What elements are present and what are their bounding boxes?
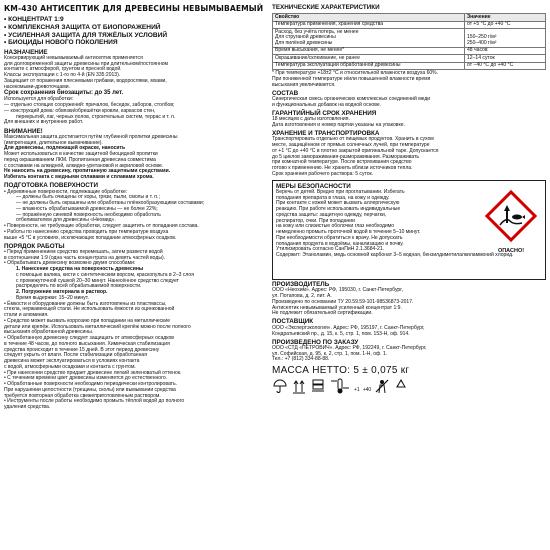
- producer-line: ООО «Неохим». Адрес: РФ, 195030, г. Санкт-Петербург,: [272, 287, 403, 294]
- net-mass: МАССА НЕТТО: 5 ± 0,075 кг: [272, 365, 410, 377]
- purpose-line: Защищает от поражения плесневыми грибами, водорослями, мхами,: [4, 77, 167, 84]
- usage-line: перекрытий, лаг, черных полов, строительных систем, террас и т. п.: [16, 113, 176, 120]
- order-line: древесина может эксплуатироваться в условиях контакта: [4, 358, 140, 365]
- usage-intro: Используется для обработки:: [4, 96, 74, 103]
- method-1-line: с помощью валика, кисти с синтетическим ворсом, краскопульта в 2–3 слоя: [16, 271, 194, 278]
- spec-property: Окрашивание/склеивание, не ранее: [273, 55, 465, 62]
- safety-line: При контакте с кожей может вызвать аллергическую: [276, 200, 400, 207]
- storage-line: от +1 °С до +40 °С в плотно закрытой оригинальной таре. Допускается: [272, 147, 439, 154]
- keep-from-children-icon: [374, 378, 390, 394]
- order-line: средства происходит в течение 15 дней. В этот период древесину: [4, 346, 160, 353]
- order-line: требуется повторная обработка свежеприготовленным раствором.: [4, 392, 161, 399]
- warranty-line: Дата изготовления и номер партии указаны на упаковке.: [272, 121, 405, 128]
- safety-line: Беречь от детей. Вредно при проглатывании. Избегать: [276, 188, 405, 195]
- safety-line: на кожу или слизистые оболочки глаз необходимо: [276, 223, 395, 230]
- attention-heading: ВНИМАНИЕ!: [4, 127, 43, 135]
- temp-max: +40: [362, 387, 372, 394]
- supplier-line: Кондратьевский пр., д. 15, к. 5, стр. 1, пом. 153-Н, оф. 914.: [272, 330, 410, 337]
- spec-subproperty: Для пилёной древесины: [275, 40, 333, 47]
- method-2-title: 2. Погружение материала в раствор.: [16, 289, 108, 296]
- recycle-icon: [393, 378, 409, 394]
- prep-line: — не должны быть окрашены или обработаны плёнкообразующими составами;: [16, 200, 205, 206]
- usage-line: — отдельно стоящих сооружений: причалов, беседок, заборов, столбов;: [4, 102, 175, 109]
- order-line: • Инструменты после работы необходимо промыть тёплой водой до полного: [4, 398, 185, 405]
- storage-line: до 5 циклов замораживания-размораживания. Размораживать: [272, 153, 420, 160]
- warranty-heading: ГАРАНТИЙНЫЙ СРОК ХРАНЕНИЯ: [272, 109, 377, 117]
- packaging-icons: [272, 378, 546, 394]
- storage-line: месте, защищённом от прямых солнечных лучей, при температуре: [272, 142, 430, 149]
- composition-heading: СОСТАВ: [272, 89, 299, 97]
- table-row: [273, 29, 546, 48]
- attention-line: Максимальная защита достигается путём глубинной пропитки древесины: [4, 133, 178, 140]
- safety-line: При необходимости обратиться к врачу. Не допускать: [276, 234, 403, 241]
- table-row: [273, 62, 546, 69]
- safety-heading: МЕРЫ БЕЗОПАСНОСТИ: [276, 182, 351, 190]
- purpose-line: Классы эксплуатации с 1-го по 4-й (EN 335:2013).: [4, 72, 121, 79]
- ordered-by-line: Тел.: +7 (812) 334-88-88.: [272, 356, 330, 363]
- this-way-up-icon: [291, 378, 307, 394]
- order-line: • Перед применением средство перемешать, затем развести водой: [4, 248, 163, 255]
- order-line: • Обработанную древесину следует защищать от атмосферных осадков: [4, 335, 174, 342]
- producer-line: Произведено по основании ТУ 20.59.59-101-98536873-2017.: [272, 298, 414, 305]
- method-1-line: распределять по всей обрабатываемой поверхности.: [16, 283, 142, 290]
- order-line: удаления средства.: [4, 404, 51, 411]
- spec-subproperty: Для струганой древесины: [275, 34, 336, 41]
- safety-box: [272, 180, 546, 280]
- method-2-line: Время выдержки: 15–20 минут.: [16, 294, 89, 301]
- attention-bold: Для древесины, подлежащей окраске, наносить: [4, 145, 126, 152]
- composition-line: Синергическая смесь органических комплексных соединений меди: [272, 96, 431, 103]
- order-line: • При нанесении средство придает древесине легкий зеленоватый оттенок.: [4, 369, 182, 376]
- usage-line: Для внешних и внутренних работ.: [4, 119, 84, 126]
- stack-limit-icon: [310, 378, 326, 394]
- storage-line: Срок хранения рабочего раствора: 5 суток.: [272, 170, 374, 177]
- order-line: с водой, атмосферными осадками и контакта с грунтом.: [4, 363, 136, 370]
- order-line: стекла, нержавеющей стали. Не использовать ёмкости из оцинкованной: [4, 306, 175, 313]
- attention-line: с составами на алкидной, алкидно-уретановой и акриловой основе.: [4, 162, 164, 169]
- hazard-label: ОПАСНО!: [497, 248, 525, 255]
- table-row: [273, 48, 546, 55]
- order-line: • Обрабатывать древесину возможно двумя способами:: [4, 260, 136, 267]
- method-1-title: 1. Нанесение средства на поверхность древесины: [16, 266, 144, 273]
- spec-property-label: Расход, без учёта потерь, не менее: [275, 28, 359, 35]
- order-line: высыхания обработанной древесины.: [4, 329, 94, 336]
- purpose-line: насекомыми-древоточцами.: [4, 83, 70, 90]
- supplier-line: ООО «Экспертэкология». Адрес: РФ, 195197, г. Санкт-Петербург,: [272, 324, 425, 331]
- safety-line: реакцию. При работе использовать индивидуальные: [276, 206, 401, 213]
- method-1-line: с промежуточной сушкой 20–30 минут. Нанесённое средство следует: [16, 277, 179, 284]
- producer-heading: ПРОИЗВОДИТЕЛЬ: [272, 281, 330, 289]
- order-heading: ПОРЯДОК РАБОТЫ: [4, 242, 65, 250]
- table-row: [273, 22, 546, 29]
- prep-heading: ПОДГОТОВКА ПОВЕРХНОСТИ: [4, 182, 99, 190]
- storage-line: готово к применению. Не хранить вблизи источников тепла.: [272, 165, 413, 172]
- spec-property: Время высыхания, не менее*: [273, 48, 465, 55]
- ordered-by-line: ул. Софийская, д. 95, к. 2, стр. 1, пом. 1-Н, оф. 1.: [272, 350, 388, 357]
- order-line: • Средство может вызвать коррозию при попадании на металлические: [4, 317, 171, 324]
- safety-line: респиратор, очки. При попадании: [276, 217, 355, 224]
- left-column: [4, 4, 266, 411]
- order-line: • Ёмкости и оборудование должны быть изготовлены из пластмассы,: [4, 300, 167, 307]
- spec-property: [273, 29, 465, 48]
- ordered-by-heading: ПРОИЗВЕДЕНО ПО ЗАКАЗУ: [272, 338, 359, 346]
- spec-subvalue: 250–400 г/м²: [467, 40, 497, 47]
- prep-line: — влажность обрабатываемой древесины — не более 22%;: [16, 205, 158, 212]
- safety-line: Утилизировать согласно СанПиН 2.1.3684-21.: [276, 246, 385, 253]
- right-column: [272, 4, 546, 394]
- prep-line: — должны быть очищены от коры, грязи, пыли, смолы и т. п.;: [16, 194, 160, 201]
- spec-value: от +5 °С до +40 °С: [465, 22, 546, 29]
- safety-line: Содержит: Этаноламин, медь основной карбонат 3–5 водная, бензилдиметилалкиламмоний хлорид.: [276, 252, 514, 259]
- order-line: в течение 48 часов, до полного высыхания. Химическая стабилизация: [4, 340, 170, 347]
- order-line: • Обработанные поверхности необходимо периодически контролировать.: [4, 381, 178, 388]
- feature-item: • БИОЦИДЫ НОВОГО ПОКОЛЕНИЯ: [4, 39, 118, 47]
- prep-line: • Деревянные поверхности, подлежащие обработке:: [4, 188, 128, 195]
- umbrella-icon: [272, 378, 288, 394]
- prep-line: • Работы по нанесению средства проводить при температуре воздуха: [4, 228, 169, 235]
- attention-bold: Избегать контакта с медными сплавами и сплавами хрома.: [4, 174, 154, 181]
- column-header-property: Свойство: [273, 14, 465, 22]
- prep-line: — поражённую синевой поверхность необходимо обработать: [16, 211, 161, 218]
- storage-line: при комнатной температуре. После встряхивания средство: [272, 159, 412, 166]
- warranty-line: 18 месяцев с даты изготовления.: [272, 116, 350, 123]
- thermometer-icon: [329, 378, 351, 394]
- spec-property: Температура применения, хранения средства: [273, 22, 465, 29]
- attention-line: Может использоваться в качестве защитной биоцидной пропитки: [4, 151, 158, 158]
- supplier-heading: ПОСТАВЩИК: [272, 318, 314, 326]
- spec-subvalue: 150–250 г/м²: [467, 34, 497, 41]
- safety-line: немедленно промыть проточной водой в течение 5–10 минут.: [276, 229, 421, 236]
- purpose-line: Консервирующий невымываемый антисептик применяется: [4, 54, 143, 61]
- feature-item: • УСИЛЕННАЯ ЗАЩИТА ДЛЯ ТЯЖЁЛЫХ УСЛОВИЙ: [4, 31, 168, 39]
- order-line: детали или крепёж. Использовать металлический крепёж можно после полного: [4, 323, 191, 330]
- spec-value: 48 часов: [465, 48, 546, 55]
- environment-hazard-icon: [482, 187, 540, 245]
- column-header-value: Значение: [465, 14, 546, 22]
- usage-line: — конструкций дома: обвязки/обрешётки кровли, каркасов стен,: [4, 107, 156, 114]
- spec-value: от −40 °С до +40 °С: [465, 62, 546, 69]
- storage-line: Транспортировать отдельно от пищевых продуктов. Хранить в сухом: [272, 136, 434, 143]
- feature-list: [4, 16, 266, 47]
- order-line: стали и алюминия.: [4, 312, 49, 319]
- purpose-heading: НАЗНАЧЕНИЕ: [4, 48, 48, 56]
- producer-line: Антисептик невымываемый усиленный концентрат 1:9.: [272, 304, 402, 311]
- order-line: в соотношении 1:9 (одна часть концентрата на девять частей воды).: [4, 254, 166, 261]
- temp-min: +1: [354, 387, 360, 394]
- safety-line: попадания продукта в водоёмы, канализацию и почву.: [276, 240, 404, 247]
- purpose-line: контакте с атмосферой, грунтом и пресной водой.: [4, 66, 122, 73]
- protection-term: Срок сохранения биозащиты: до 35 лет.: [4, 90, 124, 97]
- prep-line: • Поверхности, не требующие обработки, следует защитить от попадания состава.: [4, 223, 199, 229]
- spec-note: * При температуре +18±2 °С и относительной влажности воздуха 60%.: [272, 70, 439, 77]
- specs-heading: ТЕХНИЧЕСКИЕ ХАРАКТЕРИСТИКИ: [272, 4, 380, 11]
- product-title: КМ-430 АНТИСЕПТИК ДЛЯ ДРЕВЕСИНЫ НЕВЫМЫВАЕМЫЙ: [4, 4, 264, 13]
- storage-heading: ХРАНЕНИЕ И ТРАНСПОРТИРОВКА: [272, 130, 380, 138]
- prep-line: выше +5 °С в условиях, исключающих попадание атмосферных осадков.: [4, 234, 177, 241]
- attention-line: перед окрашиванием ЛКМ. Пропитанная древесина совместима: [4, 156, 156, 163]
- order-line: • С течением времени цвет древесины изменяется до естественного.: [4, 375, 168, 382]
- hazard-pictogram: [482, 187, 540, 256]
- feature-item: • КОМПЛЕКСНАЯ ЗАЩИТА ОТ БИОПОРАЖЕНИЙ: [4, 23, 161, 31]
- safety-line: попадания препарата в глаза, на кожу и одежду.: [276, 194, 390, 201]
- spec-value: 12–14 суток: [465, 55, 546, 62]
- spec-note: высыхания увеличивается.: [272, 81, 336, 88]
- producer-line: ул. Потапова, д. 2, лит. А.: [272, 293, 332, 300]
- producer-line: Не подлежит обязательной сертификации.: [272, 310, 373, 317]
- attention-line: (импрегнация, длительное вымачивание).: [4, 139, 103, 146]
- feature-item: • КОНЦЕНТРАТ 1:9: [4, 16, 64, 23]
- order-line: следует укрыть от влаги. После стабилизации обработанная: [4, 352, 147, 359]
- ordered-by-line: ООО «СТД «ПЕТРОВИЧ». Адрес: РФ, 192249, г. Санкт-Петербург,: [272, 344, 427, 351]
- prep-line: отбеливателем для древесины «Неомид».: [16, 217, 116, 224]
- order-line: При нарушении целостности (трещины, сколы) или вымывании средства: [4, 386, 176, 393]
- temperature-range: [329, 378, 351, 394]
- spec-property: Температура эксплуатации обработанной древесины: [273, 62, 465, 69]
- purpose-line: для долговременной защиты древесины при длительном/постоянном: [4, 60, 169, 67]
- spec-value: [465, 29, 546, 48]
- spec-note: При пониженной температуре и/или повышенной влажности время: [272, 75, 431, 82]
- specs-table: [272, 13, 546, 70]
- attention-bold: Не наносить на древесину, пропитанную защитными средствами.: [4, 168, 171, 175]
- safety-line: средства защиты: защитную одежду, перчатки,: [276, 211, 387, 218]
- composition-line: и функциональных добавок на водной основе.: [272, 101, 382, 108]
